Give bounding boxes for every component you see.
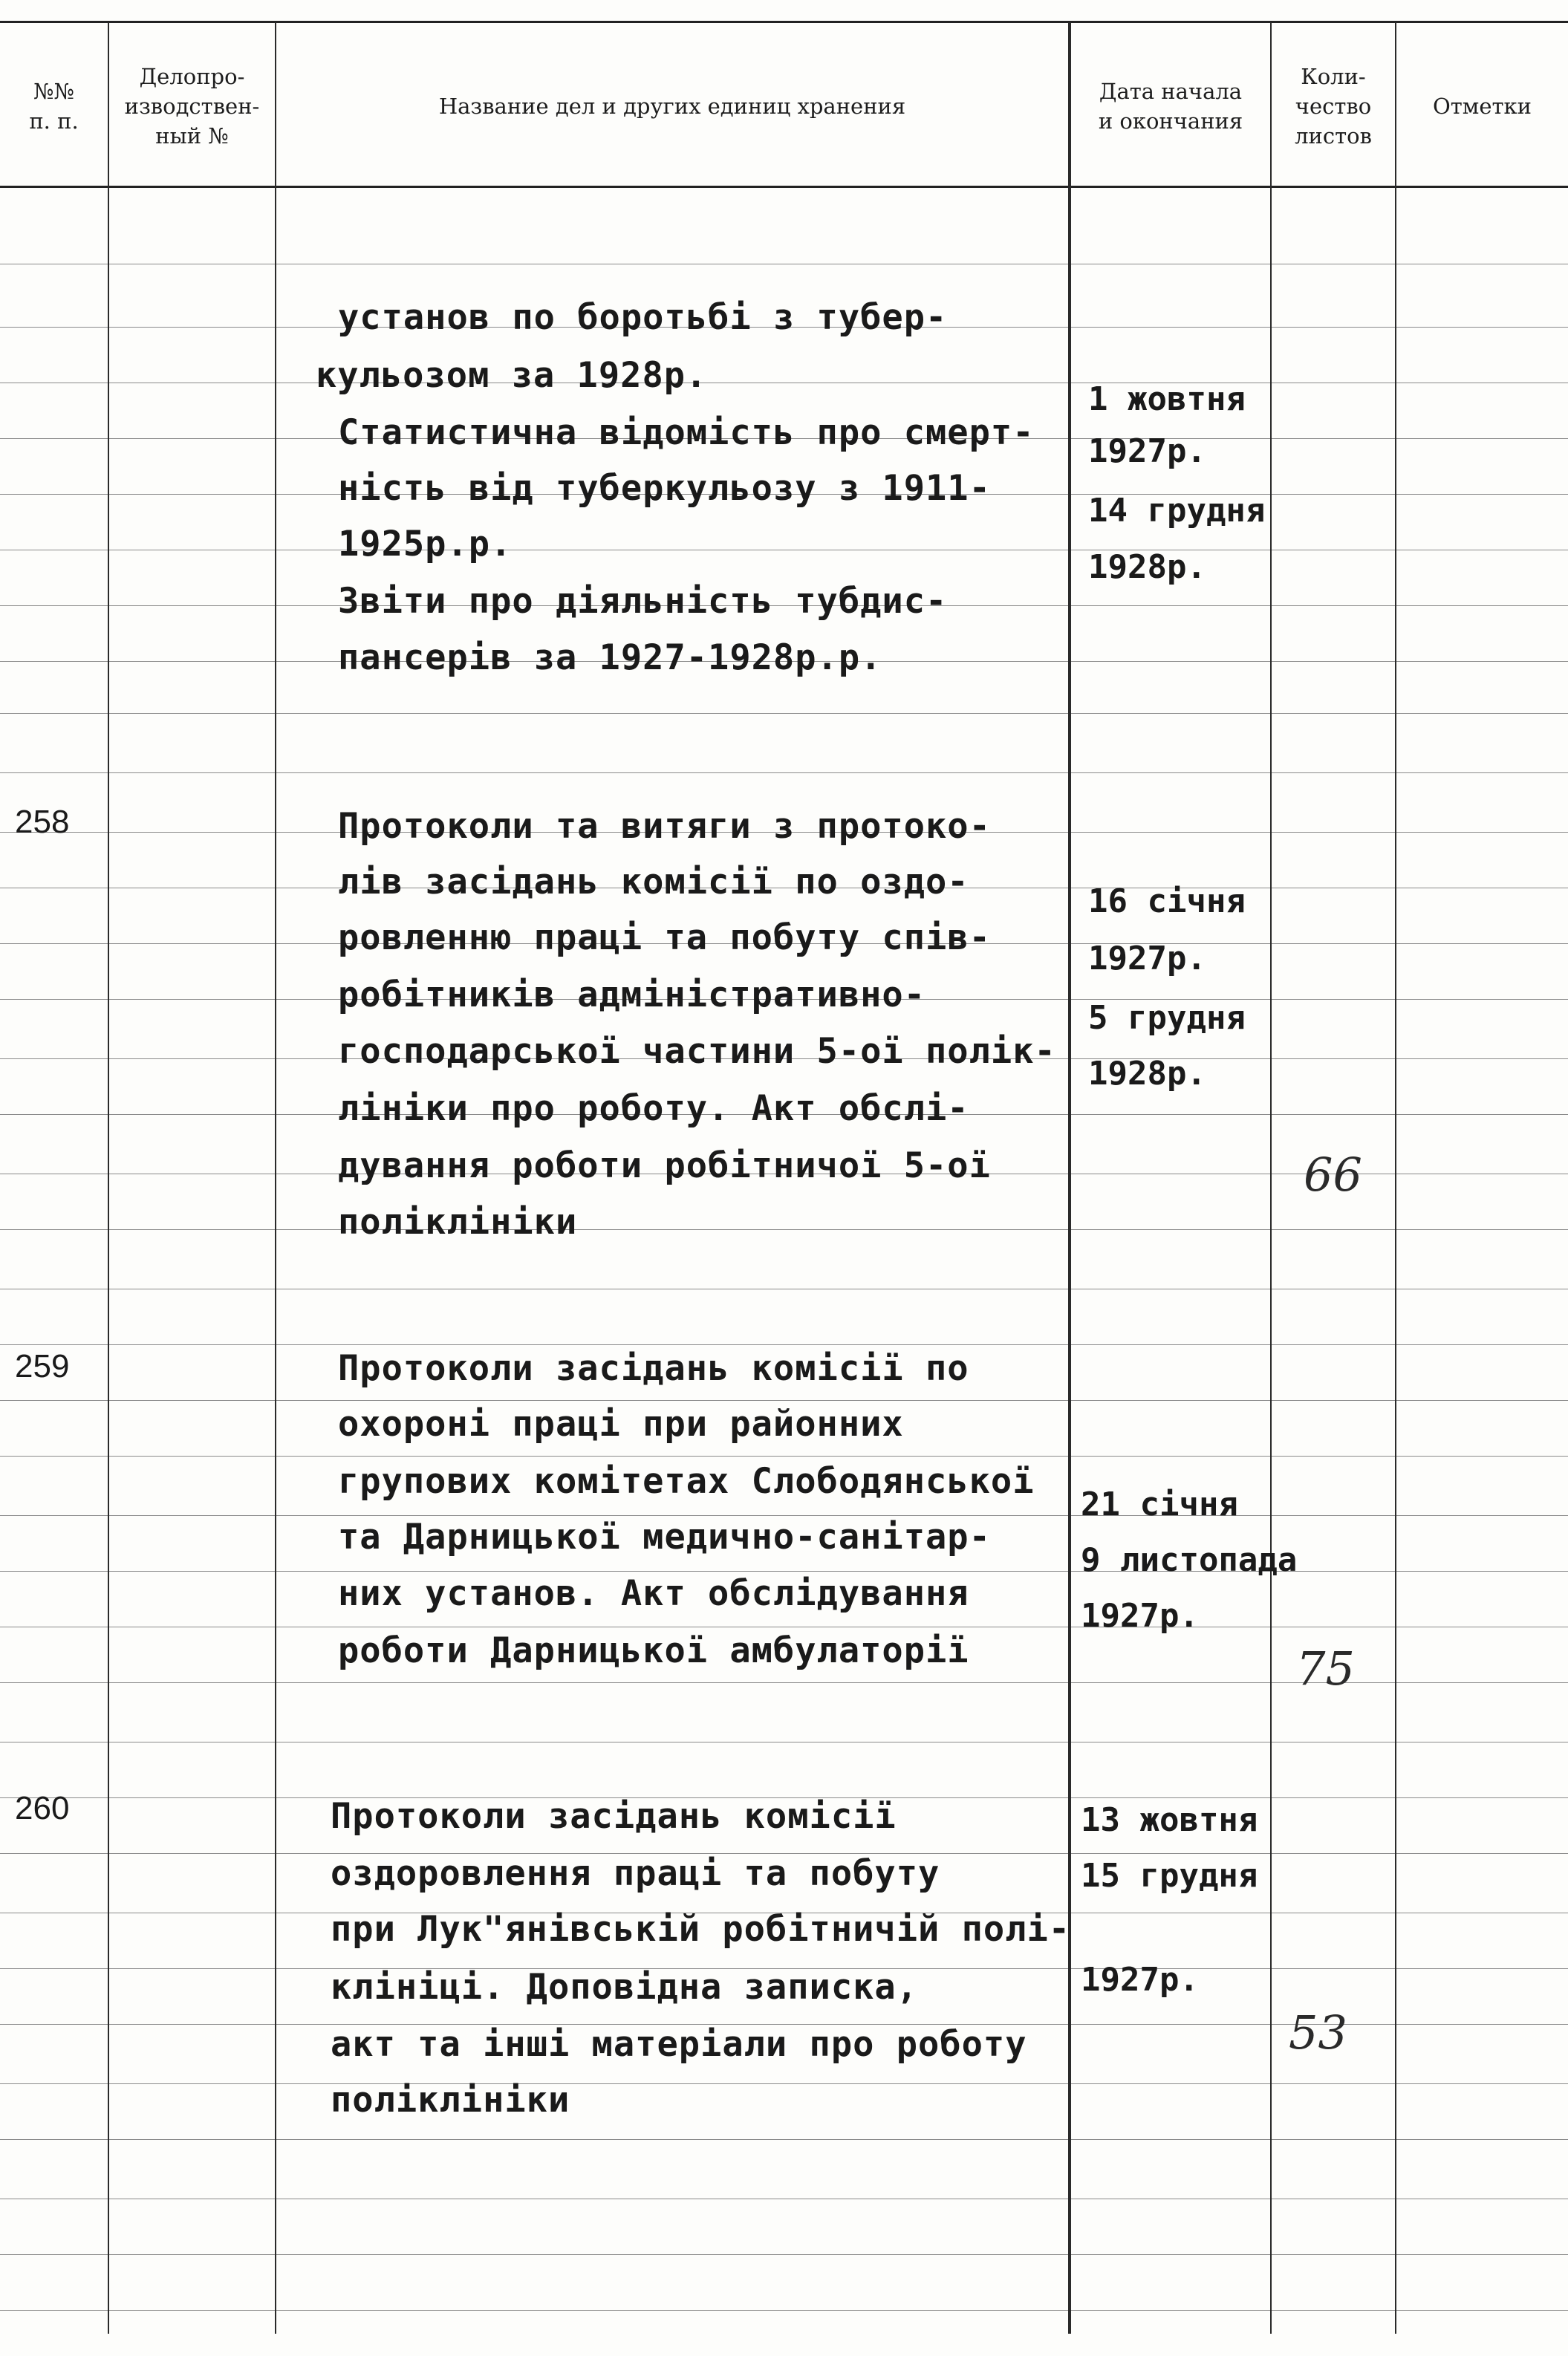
column-divider bbox=[1068, 22, 1071, 2334]
entry-number: 258 bbox=[15, 804, 70, 840]
entry-title-line: роботи Дарницької амбулаторії bbox=[338, 1630, 969, 1671]
entry-date-line: 5 грудня bbox=[1088, 999, 1246, 1037]
entry-title-line: охороні праці при районних bbox=[338, 1404, 904, 1445]
entry-sheet-count: 75 bbox=[1296, 1641, 1355, 1696]
header-office-number: Делопро- изводствен- ный № bbox=[124, 63, 260, 149]
entry-title-line: оздоровлення праці та побуту bbox=[331, 1853, 940, 1894]
entry-title-line: Звіти про діяльність тубдис- bbox=[338, 581, 948, 622]
entry-title-line: Статистична відомість про смерт- bbox=[338, 412, 1035, 453]
top-border bbox=[0, 21, 1568, 23]
entry-date-line: 14 грудня bbox=[1088, 492, 1266, 530]
header-notes: Отметки bbox=[1432, 93, 1532, 119]
entry-title-line: дування роботи робітничої 5-ої bbox=[338, 1145, 991, 1186]
entry-title-line: при Лук"янівській робітничій полі- bbox=[331, 1909, 1071, 1950]
row-rule bbox=[0, 2254, 1568, 2255]
header-dates: Дата начала и окончания bbox=[1098, 78, 1243, 134]
entry-title-line: пансерів за 1927-1928р.р. bbox=[338, 637, 882, 678]
entry-date-line: 1927р. bbox=[1081, 1961, 1199, 1999]
entry-number: 259 bbox=[15, 1348, 70, 1384]
row-rule bbox=[0, 2139, 1568, 2140]
row-rule bbox=[0, 772, 1568, 773]
entry-title-line: лініки про роботу. Акт обслі- bbox=[338, 1088, 969, 1129]
column-divider bbox=[1395, 22, 1396, 2334]
header-sheets: Коли- чество листов bbox=[1295, 63, 1372, 149]
entry-date-line: 13 жовтня bbox=[1081, 1801, 1258, 1839]
row-rule bbox=[0, 1515, 1568, 1516]
entry-title-line: лів засідань комісії по оздо- bbox=[338, 862, 969, 902]
entry-date-line: 21 січня bbox=[1081, 1485, 1238, 1523]
row-rule bbox=[0, 1456, 1568, 1457]
entry-title-line: акт та інші матеріали про роботу bbox=[331, 2024, 1027, 2065]
entry-date-line: 1 жовтня bbox=[1088, 380, 1246, 418]
column-divider bbox=[108, 22, 109, 2334]
row-rule bbox=[0, 2083, 1568, 2084]
header-title: Название дел и других единиц хранения bbox=[438, 93, 906, 119]
entry-date-line: 16 січня bbox=[1088, 882, 1246, 920]
entry-date-line: 1927р. bbox=[1081, 1597, 1199, 1635]
entry-date-line: 1928р. bbox=[1088, 548, 1206, 586]
row-rule bbox=[0, 1400, 1568, 1401]
entry-title-line: групових комітетах Слободянської bbox=[338, 1461, 1035, 1502]
entry-title-line: них установ. Акт обслідування bbox=[338, 1573, 969, 1614]
entry-title-line: поліклініки bbox=[331, 2080, 570, 2121]
row-rule bbox=[0, 2310, 1568, 2311]
entry-date-line: 1927р. bbox=[1088, 432, 1206, 470]
entry-sheet-count: 53 bbox=[1289, 2005, 1347, 2060]
header-bottom-border bbox=[0, 186, 1568, 188]
entry-date-line: 1927р. bbox=[1088, 940, 1206, 977]
entry-title-line: клініці. Доповідна записка, bbox=[331, 1967, 919, 2008]
row-rule bbox=[0, 1571, 1568, 1572]
header-number: №№ п. п. bbox=[29, 78, 79, 134]
entry-date-line: 15 грудня bbox=[1081, 1857, 1258, 1895]
entry-title-line: ровленню праці та побуту спів- bbox=[338, 917, 991, 958]
entry-title-line: та Дарницької медично-санітар- bbox=[338, 1517, 991, 1558]
entry-title-line: поліклініки bbox=[338, 1202, 578, 1243]
entry-date-line: 1928р. bbox=[1088, 1055, 1206, 1093]
column-divider bbox=[275, 22, 276, 2334]
entry-title-line: ність від туберкульозу з 1911- bbox=[338, 468, 991, 509]
entry-date-line: 9 листопада bbox=[1081, 1541, 1298, 1579]
row-rule bbox=[0, 1229, 1568, 1230]
entry-title-line: кульозом за 1928р. bbox=[316, 355, 708, 396]
column-divider bbox=[1270, 22, 1272, 2334]
entry-title-line: робітників адміністративно- bbox=[338, 974, 926, 1015]
row-rule bbox=[0, 1344, 1568, 1345]
entry-title-line: Протоколи засідань комісії bbox=[331, 1796, 897, 1837]
entry-title-line: установ по боротьбі з тубер- bbox=[338, 297, 948, 338]
entry-title-line: Протоколи та витяги з протоко- bbox=[338, 806, 991, 847]
entry-title-line: 1925р.р. bbox=[338, 524, 513, 564]
entry-sheet-count: 66 bbox=[1304, 1148, 1362, 1202]
row-rule bbox=[0, 713, 1568, 714]
entry-title-line: господарської частини 5-ої полік- bbox=[338, 1031, 1056, 1072]
entry-title-line: Протоколи засідань комісії по bbox=[338, 1348, 969, 1389]
entry-number: 260 bbox=[15, 1790, 70, 1826]
